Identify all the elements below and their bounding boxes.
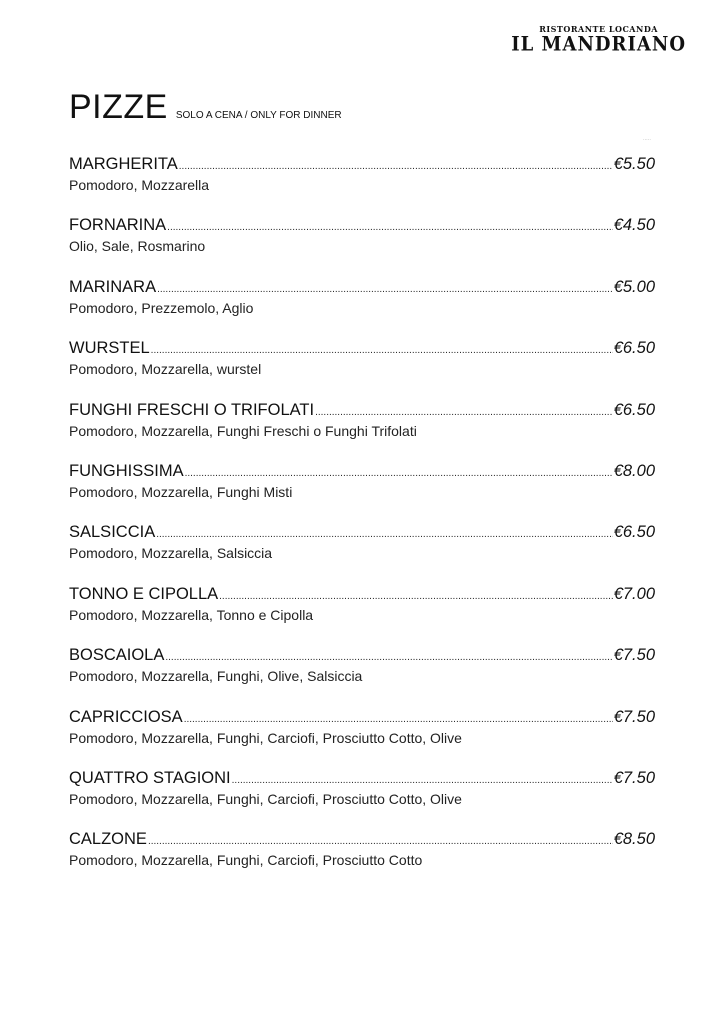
- section-header: [69, 88, 342, 127]
- item-description: Olio, Sale, Rosmarino: [69, 238, 206, 255]
- item-name: WURSTEL: [69, 339, 150, 358]
- item-price: €6.50: [613, 339, 655, 358]
- dinner-note: SOLO A CENA / ONLY FOR DINNER: [175, 110, 342, 121]
- logo-name: IL MANDRIANO: [511, 32, 686, 57]
- menu-item-row: [69, 155, 655, 174]
- menu-item-row: [69, 585, 655, 604]
- item-price: €8.50: [613, 830, 655, 849]
- item-name: FORNARINA: [69, 216, 167, 235]
- item-name: SALSICCIA: [69, 523, 156, 542]
- dot-leader: [157, 284, 613, 295]
- dot-leader: [185, 468, 613, 479]
- menu-item-row: [69, 523, 655, 542]
- dot-leader: [156, 529, 613, 540]
- item-price: €7.50: [613, 768, 655, 787]
- menu-item: [69, 830, 655, 891]
- logo-subtitle: RISTORANTE LOCANDA: [539, 24, 658, 34]
- menu-item-row: [69, 339, 655, 358]
- menu-item: [69, 216, 655, 277]
- item-name: FUNGHI FRESCHI O TRIFOLATI: [69, 400, 315, 419]
- menu-item: [69, 769, 655, 830]
- item-name: QUATTRO STAGIONI: [69, 768, 231, 787]
- item-description: Pomodoro, Mozzarella, wurstel: [69, 361, 262, 378]
- menu-item: [69, 646, 655, 707]
- item-description: Pomodoro, Mozzarella: [69, 177, 210, 193]
- dot-leader: [167, 222, 613, 233]
- item-price: €7.50: [613, 646, 655, 665]
- item-price: €8.00: [613, 461, 655, 480]
- item-description: Pomodoro, Mozzarella, Funghi, Carciofi, Prosciutto Cotto: [69, 852, 423, 869]
- item-name: CALZONE: [69, 830, 147, 849]
- menu-item-row: [69, 462, 655, 481]
- item-description: Pomodoro, Mozzarella, Tonno e Cipolla: [69, 606, 314, 623]
- menu-item-row: [69, 278, 655, 297]
- menu-item: [69, 278, 655, 339]
- dot-leader: [151, 345, 613, 356]
- dot-leader: [219, 591, 613, 602]
- item-name: MARINARA: [69, 277, 157, 296]
- item-price: €5.00: [613, 277, 655, 296]
- menu-item: [69, 401, 655, 462]
- decorative-dots: .....: [643, 136, 651, 142]
- item-price: €5.50: [613, 155, 655, 173]
- item-name: MARGHERITA: [69, 155, 178, 173]
- menu-item: [69, 339, 655, 400]
- item-price: €7.00: [613, 584, 655, 603]
- item-description: Pomodoro, Mozzarella, Funghi, Carciofi, Prosciutto Cotto, Olive: [69, 729, 462, 746]
- menu-item-row: [69, 401, 655, 420]
- restaurant-logo: [511, 24, 686, 55]
- item-name: TONNO E CIPOLLA: [69, 584, 219, 603]
- item-price: €6.50: [613, 523, 655, 542]
- menu-item-row: [69, 216, 655, 235]
- page-title: PIZZE: [69, 88, 168, 126]
- menu-item: [69, 462, 655, 523]
- item-price: €7.50: [613, 707, 655, 726]
- dot-leader: [179, 161, 613, 172]
- menu-item-row: [69, 708, 655, 727]
- item-price: €4.50: [613, 216, 655, 235]
- menu-item-row: [69, 769, 655, 788]
- item-description: Pomodoro, Mozzarella, Salsiccia: [69, 545, 273, 562]
- item-name: BOSCAIOLA: [69, 646, 165, 665]
- item-description: Pomodoro, Prezzemolo, Aglio: [69, 299, 254, 316]
- menu-item-row: [69, 646, 655, 665]
- item-description: Pomodoro, Mozzarella, Funghi, Carciofi, Prosciutto Cotto, Olive: [69, 790, 462, 807]
- item-description: Pomodoro, Mozzarella, Funghi Misti: [69, 483, 293, 500]
- item-description: Pomodoro, Mozzarella, Funghi Freschi o Funghi Trifolati: [69, 422, 417, 439]
- menu-item: [69, 155, 655, 216]
- menu-list: [69, 155, 655, 892]
- menu-item: [69, 523, 655, 584]
- dot-leader: [232, 775, 613, 786]
- menu-item: [69, 585, 655, 646]
- dot-leader: [165, 652, 612, 663]
- menu-item: [69, 708, 655, 769]
- item-description: Pomodoro, Mozzarella, Funghi, Olive, Salsiccia: [69, 668, 363, 685]
- dot-leader: [315, 407, 613, 418]
- item-name: FUNGHISSIMA: [69, 461, 184, 480]
- item-price: €6.50: [613, 400, 655, 419]
- dot-leader: [148, 836, 613, 847]
- menu-item-row: [69, 830, 655, 849]
- dot-leader: [184, 714, 613, 725]
- item-name: CAPRICCIOSA: [69, 707, 183, 726]
